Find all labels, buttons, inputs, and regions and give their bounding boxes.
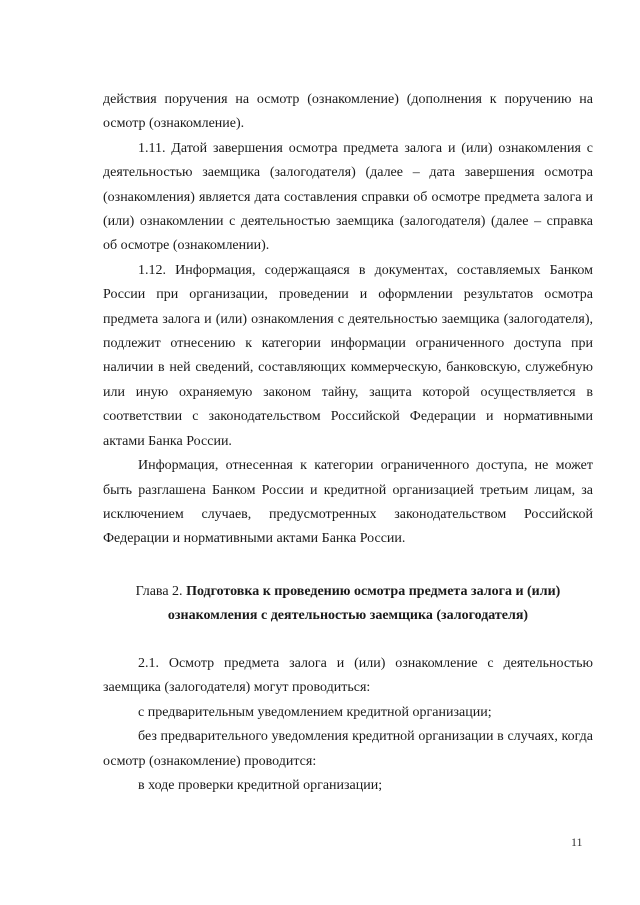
paragraph: действия поручения на осмотр (ознакомление) (дополнения к поручению на осмотр (ознакомление).	[103, 92, 593, 132]
chapter-title-part-1: Подготовка к проведению осмотра предмета залога и (или)	[186, 584, 561, 599]
chapter-prefix: Глава 2.	[135, 584, 183, 599]
paragraph-during-inspection: в ходе проверки кредитной организации;	[138, 778, 383, 794]
chapter-heading	[103, 580, 593, 629]
paragraph-1-11: 1.11. Датой завершения осмотра предмета залога и (или) ознакомления с деятельностью заемщика (залогодателя) (далее – дата завершения осмотра (ознакомления) является дата составления справки об осмотре предмета залога и (или) ознакомлении с деятельностью заемщика (залогодателя) (далее – справка об осмотре (ознакомлении).	[103, 140, 593, 254]
text-block-top	[103, 88, 593, 552]
chapter-title-part-2: ознакомления с деятельностью заемщика (залогодателя)	[167, 608, 529, 624]
paragraph-with-notice: с предварительным уведомлением кредитной организации;	[138, 704, 492, 720]
paragraph-without-notice: без предварительного уведомления кредитной организации в случаях, когда осмотр (ознакомление) проводится:	[103, 729, 593, 769]
text-block-bottom	[103, 652, 593, 798]
chapter-heading-line-1	[103, 580, 593, 604]
paragraph-1-12: 1.12. Информация, содержащаяся в документах, составляемых Банком России при организации, проведении и оформлении результатов осмотра предмета залога и (или) ознакомления с деятельностью заемщика (залогодателя), подлежит отнесению к категории информации ограниченного доступа при наличии в ней сведений, составляющих коммерческую, банковскую, служебную или иную охраняемую законом тайну, защита которой осуществляется в соответствии с законодательством Российской Федерации и нормативными актами Банка России.	[103, 262, 593, 449]
paragraph-2-1: 2.1. Осмотр предмета залога и (или) ознакомление с деятельностью заемщика (залогодателя) могут проводиться:	[103, 656, 593, 696]
paragraph-restricted-info: Информация, отнесенная к категории ограниченного доступа, не может быть разглашена Банком России и кредитной организацией третьим лицам, за исключением случаев, предусмотренных законодательством Российской Федерации и нормативными актами Банка России.	[103, 458, 593, 547]
page-number: 11	[571, 835, 583, 849]
